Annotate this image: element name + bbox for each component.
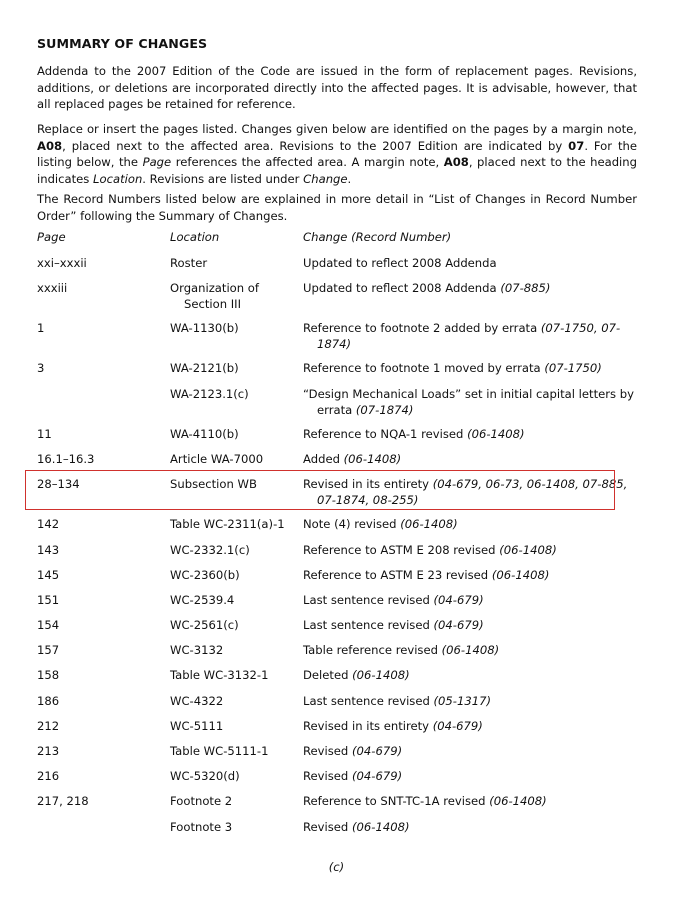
row-change-text: Reference to SNT-TC-1A revised bbox=[303, 794, 486, 808]
row-page: 16.1–16.3 bbox=[37, 452, 95, 466]
row-page: 11 bbox=[37, 427, 52, 441]
intro-paragraph: Addenda to the 2007 Edition of the Code are issued in the form of replacement pages. Revisions, additions, or deletions are incorporated directly into the affected pages. It is advisable, however, that all replaced pages be retained for reference. bbox=[37, 64, 637, 111]
row-record-number: (07-1750) bbox=[544, 361, 602, 375]
row-location: WA-1130(b) bbox=[170, 321, 239, 335]
row-change bbox=[303, 743, 647, 759]
row-change-text: Revised bbox=[303, 769, 349, 783]
page-footer: (c) bbox=[328, 860, 345, 874]
row-change-text: Reference to NQA-1 revised bbox=[303, 427, 464, 441]
row-record-number: (06-1408) bbox=[467, 427, 525, 441]
row-change-text: Revised in its entirety bbox=[303, 719, 430, 733]
row-location: WC-3132 bbox=[170, 643, 224, 657]
row-location: Organization of Section III bbox=[170, 281, 259, 311]
row-change bbox=[303, 451, 647, 467]
row-record-number: (06-1408) bbox=[489, 794, 547, 808]
row-record-number: (06-1408) bbox=[491, 568, 550, 582]
row-change-text: Revised bbox=[303, 820, 349, 834]
row-page: 186 bbox=[37, 694, 60, 708]
row-page: 1 bbox=[37, 321, 45, 335]
row-change-text: Revised bbox=[303, 744, 349, 758]
row-page: 158 bbox=[37, 668, 60, 682]
row-record-number: (04-679) bbox=[432, 719, 483, 733]
row-location: WA-4110(b) bbox=[170, 427, 239, 441]
row-page: 212 bbox=[37, 719, 60, 733]
row-record-number: (06-1408) bbox=[343, 452, 402, 466]
row-record-number: (06-1408) bbox=[400, 517, 458, 531]
instructions-paragraph: Replace or insert the pages listed. Changes given below are identified on the pages by a margin note, A08, placed next to the affected area. Revisions to the 2007 Edition are indicated by 07. For the listing below, the Page references the affected area. A margin note, A08, placed next to the heading indicates Location. Revisions are listed under Change. bbox=[37, 122, 637, 186]
row-change bbox=[303, 386, 647, 418]
row-record-number: (06-1408) bbox=[499, 543, 557, 557]
row-change-text: Reference to footnote 2 added by errata bbox=[303, 321, 538, 335]
row-location: WC-5111 bbox=[170, 719, 224, 733]
row-location: Footnote 2 bbox=[170, 794, 233, 808]
row-page: 151 bbox=[37, 593, 60, 607]
row-change-text: “Design Mechanical Loads” set in initial capital letters by errata bbox=[303, 387, 634, 417]
row-page: 217, 218 bbox=[37, 794, 89, 808]
row-page: xxi–xxxii bbox=[37, 256, 87, 270]
row-location: WC-2360(b) bbox=[170, 568, 240, 582]
row-change-text: Last sentence revised bbox=[303, 593, 430, 607]
row-record-number: (07-1874) bbox=[355, 403, 414, 417]
row-record-number: (04-679) bbox=[433, 618, 484, 632]
row-change-text: Last sentence revised bbox=[303, 618, 430, 632]
row-record-number: (06-1408) bbox=[441, 643, 500, 657]
row-page: 3 bbox=[37, 361, 45, 375]
row-change-text: Reference to ASTM E 208 revised bbox=[303, 543, 496, 557]
row-change-text: Updated to reflect 2008 Addenda bbox=[303, 281, 497, 295]
row-location: WC-5320(d) bbox=[170, 769, 240, 783]
row-location: Table WC-3132-1 bbox=[170, 668, 269, 682]
row-change bbox=[303, 718, 647, 734]
row-page: 28–134 bbox=[37, 477, 80, 491]
row-change bbox=[303, 617, 647, 633]
row-change bbox=[303, 255, 647, 271]
row-change bbox=[303, 642, 647, 658]
row-change bbox=[303, 516, 647, 532]
row-change bbox=[303, 360, 647, 376]
row-location: WC-4322 bbox=[170, 694, 224, 708]
row-location: WC-2332.1(c) bbox=[170, 543, 250, 557]
row-change-text: Last sentence revised bbox=[303, 694, 430, 708]
row-location: Table WC-5111-1 bbox=[170, 744, 269, 758]
record-numbers-paragraph: The Record Numbers listed below are explained in more detail in “List of Changes in Record Number Order” following the Summary of Changes. bbox=[37, 192, 637, 223]
row-record-number: (04-679) bbox=[433, 593, 484, 607]
page-title: SUMMARY OF CHANGES bbox=[37, 36, 208, 51]
row-change bbox=[303, 320, 647, 352]
row-record-number: (04-679) bbox=[351, 744, 403, 758]
row-change-text: Added bbox=[303, 452, 340, 466]
row-change bbox=[303, 592, 647, 608]
row-page: 143 bbox=[37, 543, 60, 557]
row-change bbox=[303, 542, 647, 558]
row-change-text: Updated to reflect 2008 Addenda bbox=[303, 256, 497, 270]
row-page: 213 bbox=[37, 744, 60, 758]
row-location: Article WA-7000 bbox=[170, 452, 264, 466]
row-change bbox=[303, 693, 647, 709]
row-record-number: (07-1750, 07-1874) bbox=[317, 321, 621, 351]
row-change-text: Deleted bbox=[303, 668, 349, 682]
row-change bbox=[303, 426, 647, 442]
row-page: 142 bbox=[37, 517, 60, 531]
row-record-number: (06-1408) bbox=[352, 668, 410, 682]
row-page: 216 bbox=[37, 769, 60, 783]
row-location: Subsection WB bbox=[170, 477, 257, 491]
row-page: 154 bbox=[37, 618, 60, 632]
column-header-location: Location bbox=[170, 230, 220, 244]
row-location: WA-2123.1(c) bbox=[170, 387, 249, 401]
row-change bbox=[303, 567, 647, 583]
row-record-number: (05-1317) bbox=[433, 694, 492, 708]
row-location: Table WC-2311(a)-1 bbox=[170, 517, 285, 531]
row-record-number: (04-679, 06-73, 06-1408, 07-885, 07-1874, 08-255) bbox=[317, 477, 628, 507]
row-location: WC-2561(c) bbox=[170, 618, 239, 632]
column-header-change: Change (Record Number) bbox=[303, 230, 452, 244]
row-change bbox=[303, 819, 647, 835]
row-change bbox=[303, 280, 647, 296]
row-change bbox=[303, 793, 647, 809]
column-header-page: Page bbox=[37, 230, 66, 244]
row-location: Footnote 3 bbox=[170, 820, 233, 834]
row-location: Roster bbox=[170, 256, 208, 270]
row-location: WC-2539.4 bbox=[170, 593, 235, 607]
row-location: WA-2121(b) bbox=[170, 361, 239, 375]
row-change-text: Reference to footnote 1 moved by errata bbox=[303, 361, 541, 375]
row-page: xxxiii bbox=[37, 281, 68, 295]
row-change-text: Note (4) revised bbox=[303, 517, 397, 531]
row-change-text: Reference to ASTM E 23 revised bbox=[303, 568, 489, 582]
row-record-number: (04-679) bbox=[351, 769, 403, 783]
row-page: 145 bbox=[37, 568, 60, 582]
row-change-text: Table reference revised bbox=[303, 643, 438, 657]
row-change bbox=[303, 667, 647, 683]
row-change-text: Revised in its entirety bbox=[303, 477, 430, 491]
row-change bbox=[303, 768, 647, 784]
row-record-number: (06-1408) bbox=[351, 820, 410, 834]
row-page: 157 bbox=[37, 643, 60, 657]
highlight-box bbox=[25, 470, 615, 510]
row-record-number: (07-885) bbox=[500, 281, 551, 295]
